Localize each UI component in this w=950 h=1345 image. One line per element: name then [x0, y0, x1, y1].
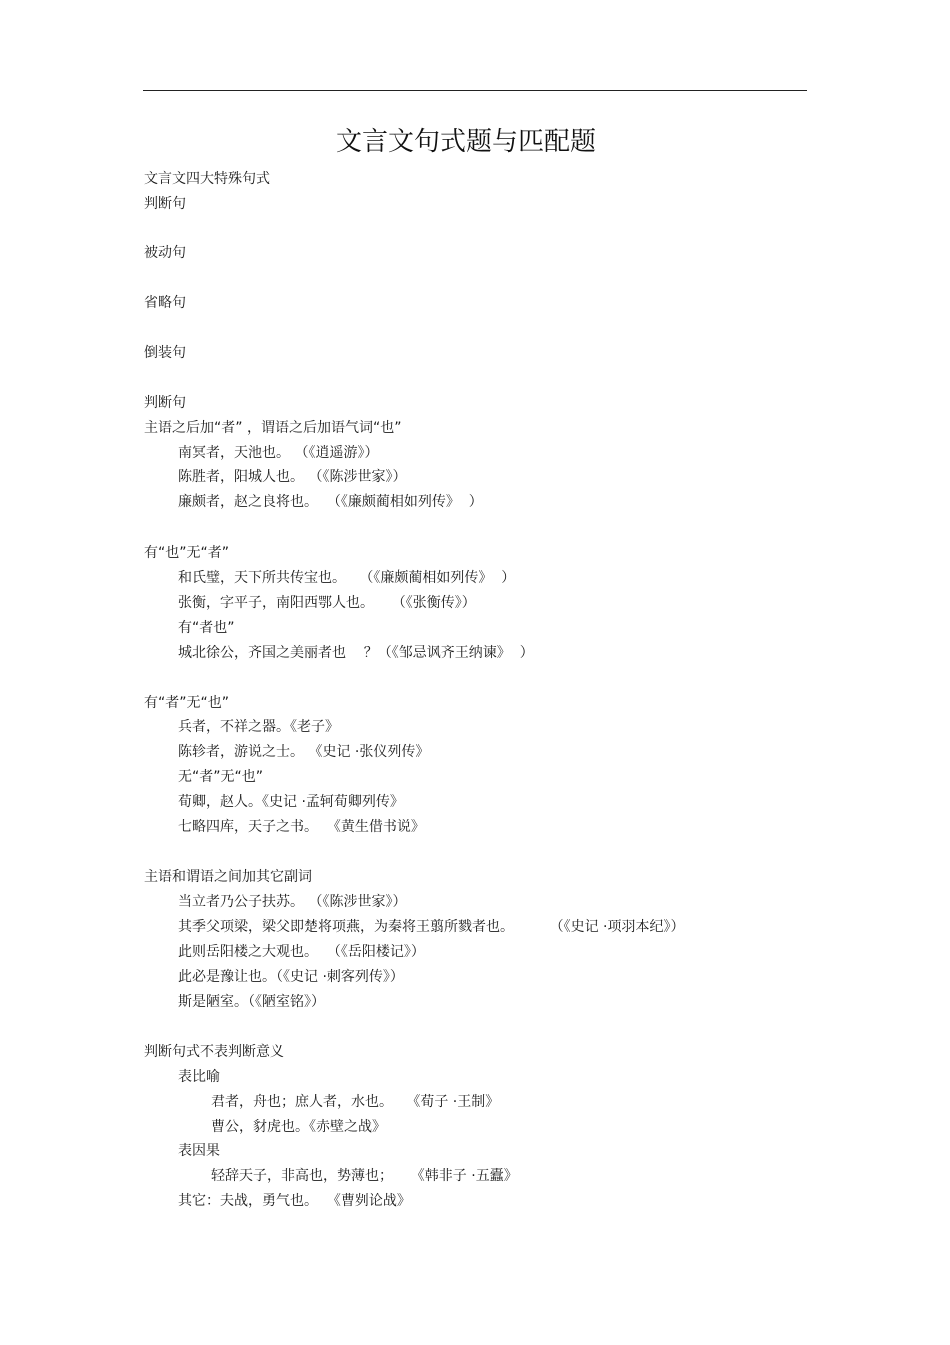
rule-subheading: 无“者”无“也”: [178, 769, 264, 785]
rule-subheading: 表因果: [178, 1143, 220, 1159]
rule-heading: 判断句式不表判断意义: [144, 1044, 284, 1060]
sentence-type-item: 被动句: [144, 245, 186, 261]
example-line: 其它：夫战，勇气也。 《曹刿论战》: [178, 1193, 411, 1209]
example-line: 斯是陋室。（《陋室铭》）: [178, 994, 325, 1010]
example-line: 此必是豫让也。（《史记 ·刺客列传》）: [178, 969, 404, 985]
sentence-type-item: 倒装句: [144, 345, 186, 361]
sentence-type-item: 判断句: [144, 196, 186, 212]
example-line: 廉颇者，赵之良将也。 （《廉颇蔺相如列传》 ）: [178, 494, 483, 510]
example-line: 陈胜者，阳城人也。 （《陈涉世家》）: [178, 469, 407, 485]
example-line: 曹公，豺虎也。《赤壁之战》: [211, 1119, 386, 1135]
rule-subheading: 表比喻: [178, 1069, 220, 1085]
example-line: 七略四库，天子之书。 《黄生借书说》: [178, 819, 425, 835]
example-line: 兵者，不祥之器。《老子》: [178, 719, 339, 735]
example-line: 张衡，字平子，南阳西鄂人也。 （《张衡传》）: [178, 595, 476, 611]
rule-heading: 主语和谓语之间加其它副词: [144, 869, 312, 885]
rule-heading: 主语之后加“者” ，谓语之后加语气词“也”: [144, 420, 402, 436]
example-line: 轻辞天子，非高也，势薄也； 《韩非子 ·五蠹》: [211, 1168, 518, 1184]
sentence-type-item: 省略句: [144, 295, 186, 311]
example-line: 荀卿，赵人。《史记 ·孟轲荀卿列传》: [178, 794, 404, 810]
example-line: 其季父项梁，梁父即楚将项燕，为秦将王翦所戮者也。 （《史记 ·项羽本纪》）: [178, 919, 685, 935]
section-heading: 文言文四大特殊句式: [144, 171, 270, 187]
example-line: 陈轸者，游说之士。 《史记 ·张仪列传》: [178, 744, 430, 760]
example-line: 当立者乃公子扶苏。 （《陈涉世家》）: [178, 894, 407, 910]
section-heading: 判断句: [144, 395, 186, 411]
document-title: 文言文句式题与匹配题: [335, 127, 596, 157]
example-line: 南冥者，天池也。 （《逍遥游》）: [178, 445, 379, 461]
example-line: 此则岳阳楼之大观也。 （《岳阳楼记》）: [178, 944, 425, 960]
rule-subheading: 有“者也”: [178, 620, 235, 636]
example-line: 和氏璧，天下所共传宝也。 （《廉颇蔺相如列传》 ）: [178, 570, 516, 586]
rule-heading: 有“也”无“者”: [144, 545, 230, 561]
example-line: 城北徐公，齐国之美丽者也 ？（《邹忌讽齐王纳谏》 ）: [178, 645, 534, 661]
rule-heading: 有“者”无“也”: [144, 695, 230, 711]
header-rule: [143, 90, 807, 91]
example-line: 君者，舟也；庶人者，水也。 《荀子 ·王制》: [211, 1094, 500, 1110]
